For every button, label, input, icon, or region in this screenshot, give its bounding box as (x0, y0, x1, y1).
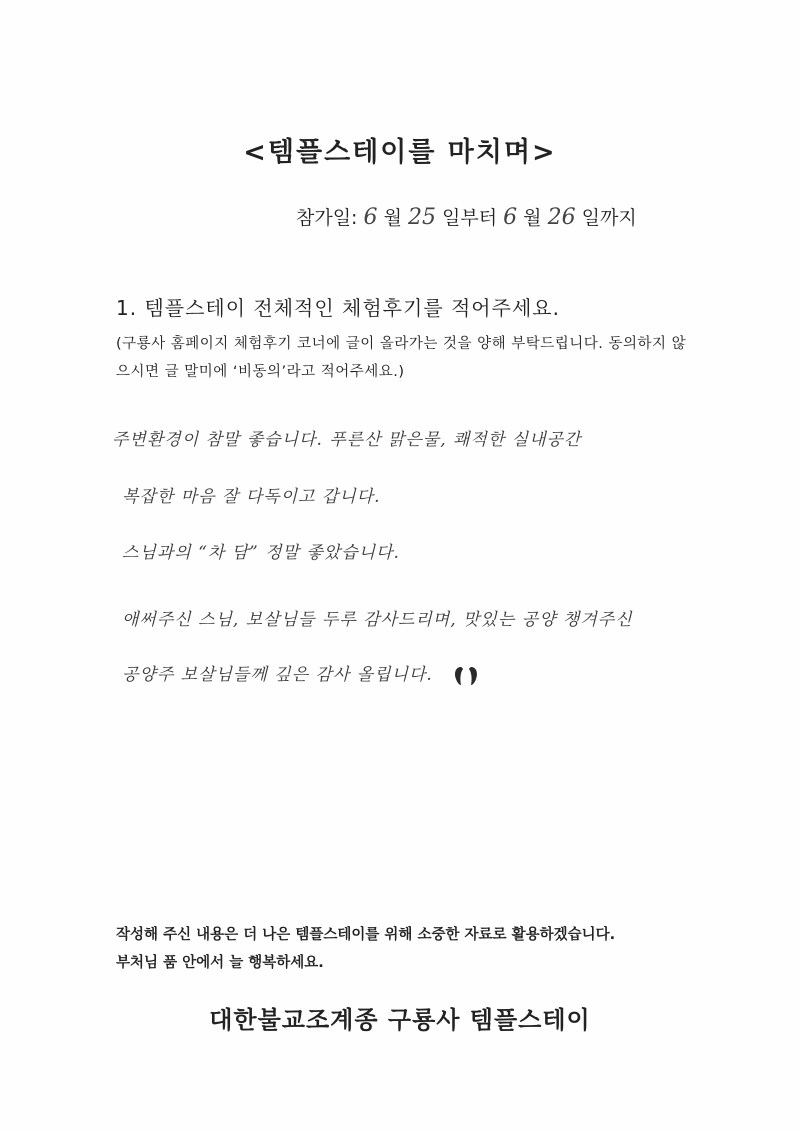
closing-line: 작성해 주신 내용은 더 나은 템플스테이를 위해 소중한 자료로 활용하겠습니다. (116, 927, 616, 943)
handwritten-line: 애써주신 스님, 보살님들 두루 감사드리며, 맛있는 공양 챙겨주신 (122, 610, 633, 630)
organization-name: 대한불교조계종 구룡사 템플스테이 (209, 1006, 591, 1034)
handwritten-line: 공양주 보살님들께 깊은 감사 올립니다. (122, 665, 433, 685)
handwritten-line: 복잡한 마음 잘 다독이고 갑니다. (122, 487, 381, 507)
from-text: 일부터 (442, 207, 498, 229)
end-month: 6 (503, 205, 518, 230)
closing-line: 부처님 품 안에서 늘 행복하세요. (116, 955, 324, 971)
handwritten-line: 주변환경이 참말 좋습니다. 푸른산 맑은물, 쾌적한 실내공간 (112, 430, 582, 450)
handwritten-line: 스님과의 “차 담” 정말 좋았습니다. (122, 543, 400, 563)
participation-dates (296, 203, 637, 230)
participation-label: 참가일: (296, 207, 358, 229)
end-day: 26 (547, 205, 576, 230)
start-day: 25 (407, 205, 436, 230)
question-note: (구룡사 홈페이지 체험후기 코너에 글이 올라가는 것을 양해 부탁드립니다. 동의하지 않으시면 글 말미에 ‘비동의’라고 적어주세요.) (116, 336, 687, 380)
heart-icon (451, 665, 481, 687)
page-title: <템플스테이를 마치며> (243, 137, 557, 168)
question-heading: 1. 템플스테이 전체적인 체험후기를 적어주세요. (116, 296, 560, 320)
handwritten-line-with-heart (122, 660, 481, 687)
month-unit-2: 월 (523, 207, 542, 229)
until-text: 일까지 (581, 207, 637, 229)
start-month: 6 (363, 205, 378, 230)
month-unit-1: 월 (383, 207, 402, 229)
